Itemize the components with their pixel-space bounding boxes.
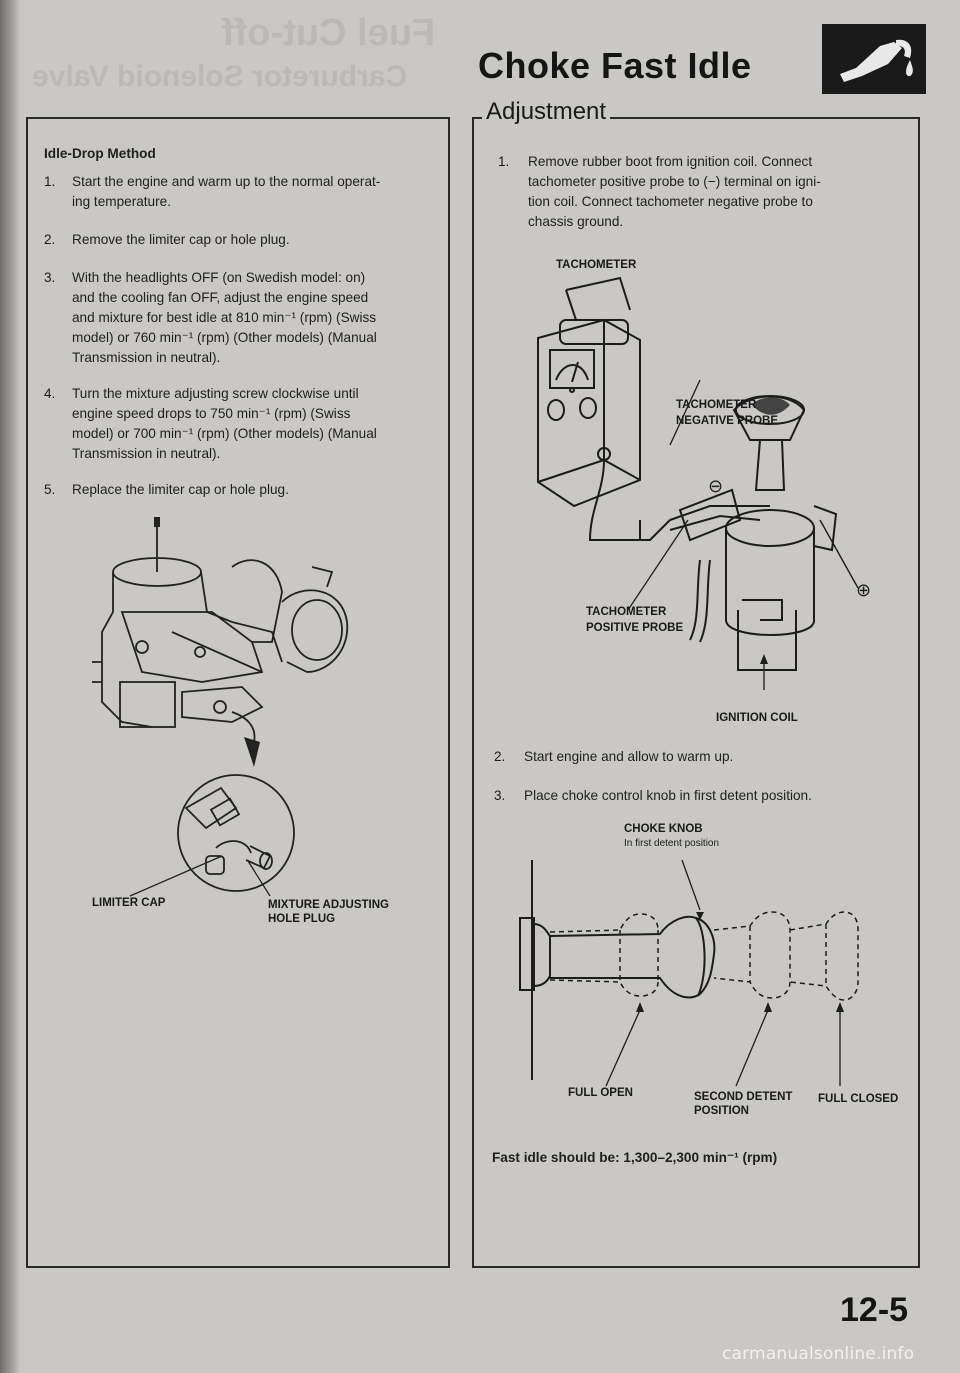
label-ignition-coil: IGNITION COIL bbox=[716, 712, 798, 724]
label-second-detent-line1: SECOND DETENT bbox=[694, 1091, 793, 1103]
idle-step-line: With the headlights OFF (on Swedish model: on) bbox=[72, 270, 366, 285]
label-limiter-cap: LIMITER CAP bbox=[92, 897, 166, 909]
page-title: Choke Fast Idle bbox=[478, 45, 752, 86]
adjust-step1-line: tion coil. Connect tachometer negative probe to bbox=[528, 194, 813, 209]
idle-step-line: Start the engine and warm up to the normal operat- bbox=[72, 174, 381, 189]
fast-idle-spec-value: 1,300–2,300 min⁻¹ (rpm) bbox=[623, 1150, 778, 1165]
label-neg-probe-line2: NEGATIVE PROBE bbox=[676, 415, 779, 427]
tachometer-connection-diagram bbox=[520, 270, 880, 690]
idle-step-number: 1. bbox=[44, 174, 56, 189]
plus-terminal-icon: ⊕ bbox=[856, 580, 872, 600]
adjust-step2-number: 2. bbox=[494, 749, 506, 764]
page-number: 12-5 bbox=[840, 1291, 909, 1329]
label-choke-knob-sub: In first detent position bbox=[624, 838, 720, 849]
idle-step-number: 2. bbox=[44, 232, 56, 247]
page-binding-edge bbox=[0, 0, 20, 1373]
fuel-nozzle-icon bbox=[822, 24, 926, 94]
carburetor-illustration bbox=[82, 512, 422, 812]
label-choke-knob: CHOKE KNOB bbox=[624, 823, 703, 835]
adjust-step2-text: Start engine and allow to warm up. bbox=[524, 749, 734, 764]
fast-idle-spec bbox=[492, 1148, 777, 1168]
idle-step-line: ing temperature. bbox=[72, 194, 171, 209]
idle-step-number: 3. bbox=[44, 270, 56, 285]
adjust-step1-line: tachometer positive probe to (−) terminal on igni- bbox=[528, 174, 821, 189]
idle-step-line: Replace the limiter cap or hole plug. bbox=[72, 482, 289, 497]
label-full-closed: FULL CLOSED bbox=[818, 1093, 899, 1105]
idle-step-line: Transmission in neutral). bbox=[72, 350, 221, 365]
idle-step-line: Transmission in neutral). bbox=[72, 446, 221, 461]
label-pos-probe-line2: POSITIVE PROBE bbox=[586, 622, 684, 634]
idle-step-line: and the cooling fan OFF, adjust the engine speed bbox=[72, 290, 369, 305]
adjust-step3-text: Place choke control knob in first detent position. bbox=[524, 788, 812, 803]
section-heading-adjustment: Adjustment bbox=[482, 98, 610, 126]
label-neg-probe-line1: TACHOMETER bbox=[676, 399, 757, 411]
bleed-through-subtitle: Carburetor Solenoid Valve bbox=[32, 60, 408, 93]
label-mixture-plug-line2: HOLE PLUG bbox=[268, 913, 336, 925]
adjust-step1-line: chassis ground. bbox=[528, 214, 624, 229]
idle-step-line: and mixture for best idle at 810 min⁻¹ (rpm) (Swiss bbox=[72, 310, 377, 325]
label-tachometer: TACHOMETER bbox=[556, 259, 637, 271]
choke-knob-detent-diagram bbox=[510, 850, 880, 1100]
adjust-step3-number: 3. bbox=[494, 788, 506, 803]
idle-step-number: 5. bbox=[44, 482, 56, 497]
minus-terminal-icon: ⊖ bbox=[708, 476, 724, 496]
idle-step-line: model) or 760 min⁻¹ (rpm) (Other models) (Manual bbox=[72, 330, 377, 345]
label-pos-probe-line1: TACHOMETER bbox=[586, 606, 667, 618]
fast-idle-spec-label: Fast idle should be: bbox=[492, 1150, 620, 1165]
adjust-step1-number: 1. bbox=[498, 154, 510, 169]
idle-drop-heading: Idle-Drop Method bbox=[44, 146, 156, 161]
idle-step-number: 4. bbox=[44, 386, 56, 401]
idle-step-line: Turn the mixture adjusting screw clockwise until bbox=[72, 386, 359, 401]
idle-step-line: engine speed drops to 750 min⁻¹ (rpm) (Swiss bbox=[72, 406, 351, 421]
label-second-detent-line2: POSITION bbox=[694, 1105, 749, 1117]
bleed-through-title: Fuel Cut-off bbox=[222, 12, 436, 54]
idle-step-line: Remove the limiter cap or hole plug. bbox=[72, 232, 290, 247]
idle-step-line: model) or 700 min⁻¹ (rpm) (Other models) (Manual bbox=[72, 426, 377, 441]
site-watermark: carmanualsonline.info bbox=[722, 1344, 915, 1364]
adjust-step1-line: Remove rubber boot from ignition coil. Connect bbox=[528, 154, 813, 169]
label-full-open: FULL OPEN bbox=[568, 1087, 633, 1099]
label-mixture-plug-line1: MIXTURE ADJUSTING bbox=[268, 899, 389, 911]
